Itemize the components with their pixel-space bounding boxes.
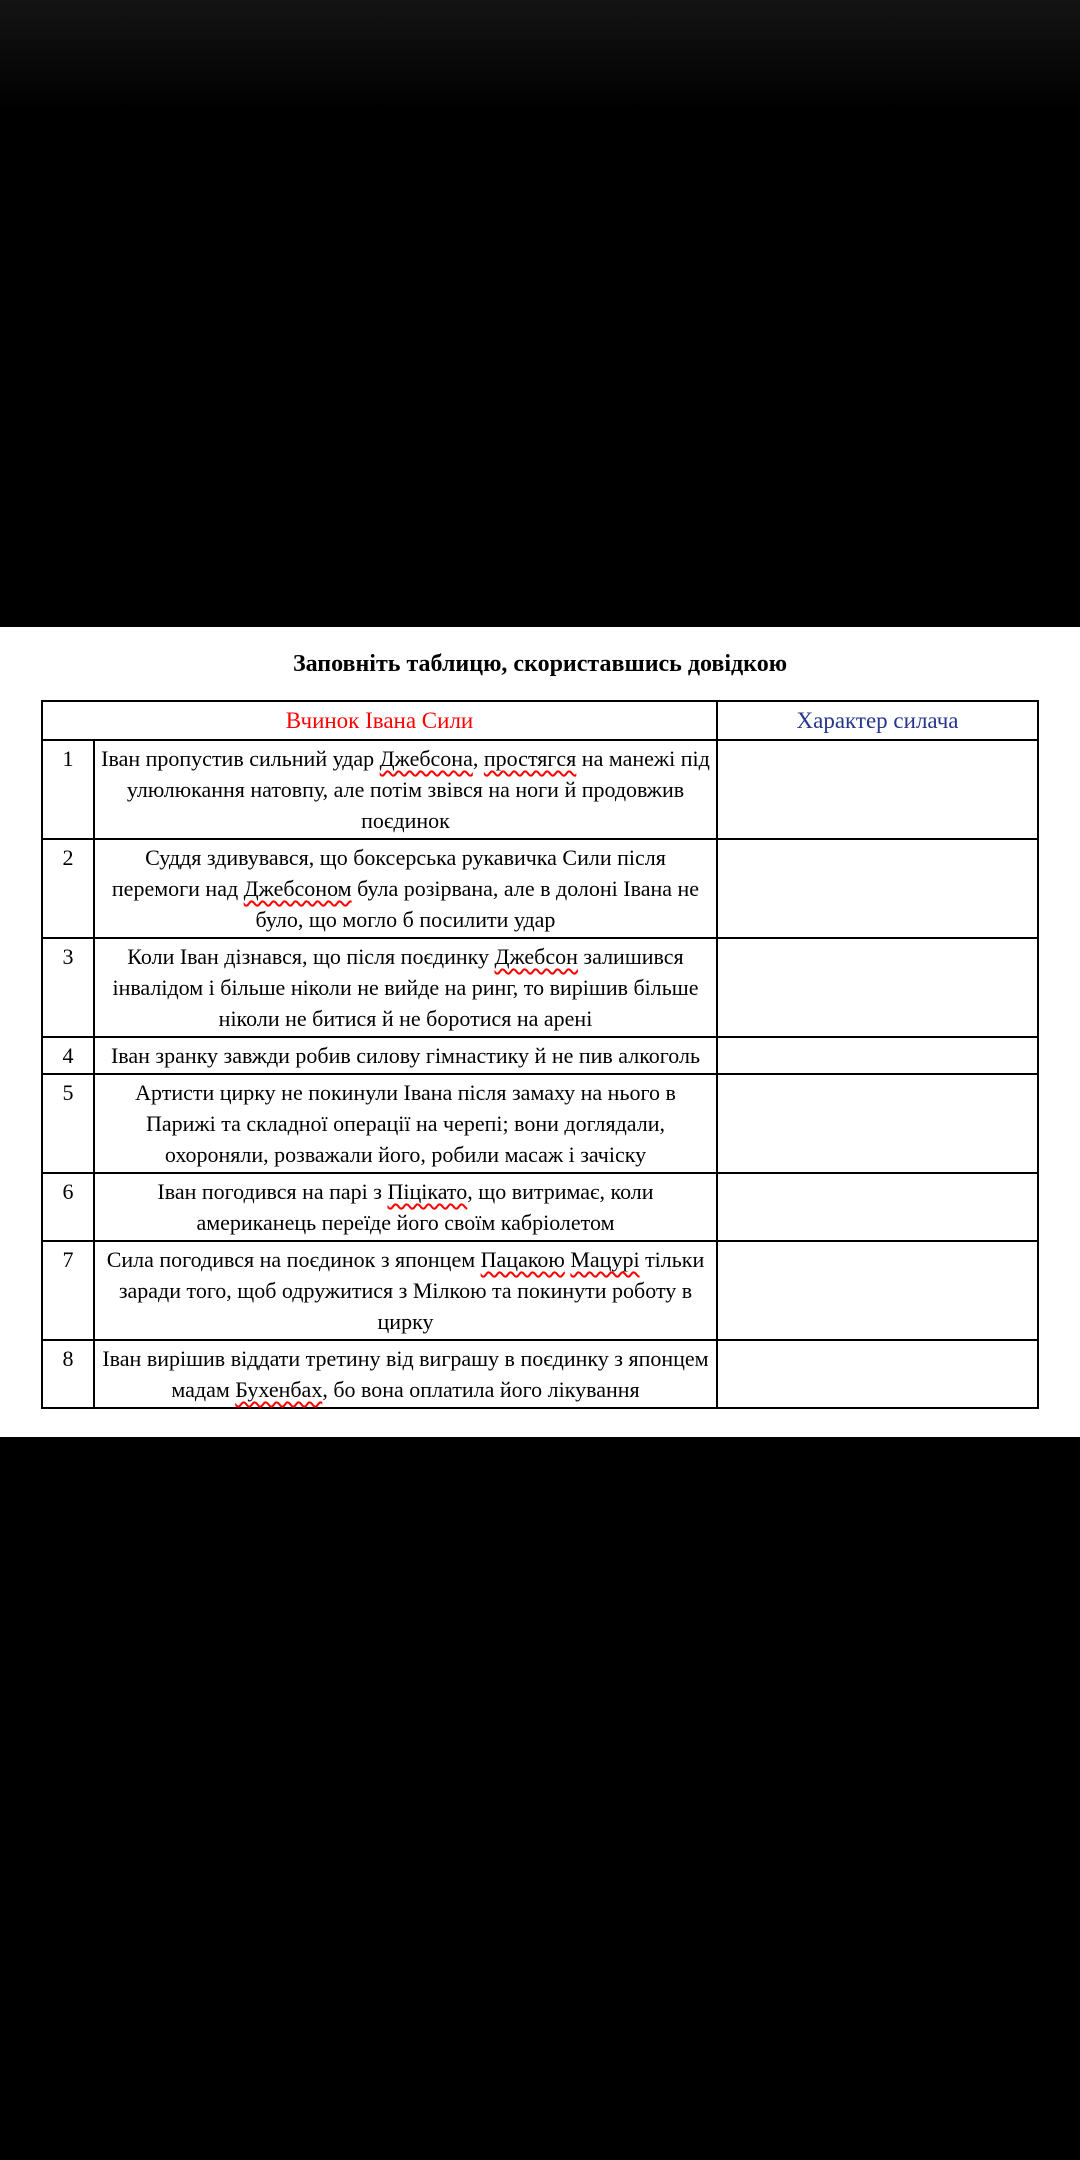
misspelled-word: простягся	[483, 746, 577, 771]
answer-cell	[717, 1037, 1038, 1074]
answer-cell	[717, 938, 1038, 1037]
action-cell: Артисти цирку не покинули Івана після замаху на нього в Парижі та складної операції на черепі; вони доглядали, охороняли, розважали його, робили масаж і зачіску	[94, 1074, 717, 1173]
action-cell: Іван погодився на парі з Піцікато, що витримає, коли американець переїде його своїм кабріолетом	[94, 1173, 717, 1241]
answer-cell	[717, 1173, 1038, 1241]
answer-cell	[717, 740, 1038, 839]
table-row	[42, 1340, 1038, 1408]
table-row	[42, 1074, 1038, 1173]
misspelled-word: Бухенбах	[235, 1377, 323, 1402]
misspelled-word: Мацурі	[570, 1247, 640, 1272]
row-number: 3	[42, 938, 94, 1037]
row-number: 1	[42, 740, 94, 839]
table-body	[42, 740, 1038, 1408]
answer-cell	[717, 839, 1038, 938]
answer-cell	[717, 1241, 1038, 1340]
misspelled-word: Джебсона	[379, 746, 473, 771]
column-header-action: Вчинок Івана Сили	[42, 701, 717, 740]
answer-cell	[717, 1074, 1038, 1173]
action-cell: Сила погодився на поєдинок з японцем Пацакою Мацурі тільки заради того, щоб одружитися з Мілкою та покинути роботу в цирку	[94, 1241, 717, 1340]
action-cell: Коли Іван дізнався, що після поєдинку Джебсон залишився інвалідом і більше ніколи не вийде на ринг, то вирішив більше ніколи не битися й не боротися на арені	[94, 938, 717, 1037]
misspelled-word: Піцікато	[387, 1179, 468, 1204]
misspelled-word: Джебсон	[494, 944, 578, 969]
action-cell: Суддя здивувався, що боксерська рукавичка Сили після перемоги над Джебсоном була розірвана, але в долоні Івана не було, що могло б посилити удар	[94, 839, 717, 938]
table-row	[42, 1241, 1038, 1340]
action-cell: Іван зранку завжди робив силову гімнастику й не пив алкоголь	[94, 1037, 717, 1074]
fill-in-table	[41, 700, 1039, 1409]
row-number: 2	[42, 839, 94, 938]
row-number: 8	[42, 1340, 94, 1408]
table-row	[42, 938, 1038, 1037]
table-row	[42, 839, 1038, 938]
row-number: 5	[42, 1074, 94, 1173]
row-number: 6	[42, 1173, 94, 1241]
table-header-row	[42, 701, 1038, 740]
row-number: 4	[42, 1037, 94, 1074]
answer-cell	[717, 1340, 1038, 1408]
misspelled-word: Джебсоном	[243, 876, 352, 901]
table-row	[42, 1173, 1038, 1241]
page-title: Заповніть таблицю, скориставшись довідкою	[292, 651, 788, 677]
column-header-trait: Характер силача	[717, 701, 1038, 740]
document-page	[0, 627, 1080, 1437]
row-number: 7	[42, 1241, 94, 1340]
table-row	[42, 740, 1038, 839]
misspelled-word: Пацакою	[480, 1247, 565, 1272]
action-cell: Іван пропустив сильний удар Джебсона, простягся на манежі під улюлюкання натовпу, але потім звівся на ноги й продовжив поєдинок	[94, 740, 717, 839]
table-row	[42, 1037, 1038, 1074]
action-cell: Іван вирішив віддати третину від виграшу в поєдинку з японцем мадам Бухенбах, бо вона оплатила його лікування	[94, 1340, 717, 1408]
